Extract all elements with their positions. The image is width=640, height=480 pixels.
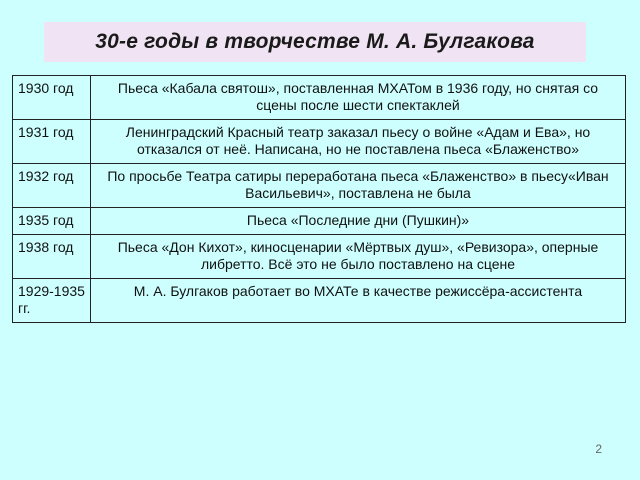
event-cell: По просьбе Театра сатиры переработана пьеса «Блаженство» в пьесу«Иван Васильевич», поставлена не была xyxy=(91,164,626,208)
year-cell: 1931 год xyxy=(13,120,91,164)
event-cell: Пьеса «Кабала святош», поставленная МХАТом в 1936 году, но снятая со сцены после шести спектаклей xyxy=(117,80,599,113)
table-row xyxy=(13,235,626,279)
slide-title: 30-е годы в творчестве М. А. Булгакова xyxy=(95,30,535,53)
event-cell: Пьеса «Дон Кихот», киносценарии «Мёртвых душ», «Ревизора», оперные либретто. Всё это не было поставлено на сцене xyxy=(91,235,626,279)
table-row xyxy=(13,279,626,323)
year-cell: 1938 год xyxy=(13,235,91,279)
year-cell: 1930 год xyxy=(13,76,91,120)
table-row xyxy=(13,76,626,120)
table-row xyxy=(13,208,626,235)
event-cell: Пьеса «Последние дни (Пушкин)» xyxy=(91,208,626,235)
table-row xyxy=(13,120,626,164)
event-cell: Ленинградский Красный театр заказал пьесу о войне «Адам и Ева», но отказался от неё. Написана, но не поставлена пьеса «Блаженство» xyxy=(91,120,626,164)
title-box xyxy=(44,22,586,62)
page-number: 2 xyxy=(595,442,602,456)
year-cell: 1932 год xyxy=(13,164,91,208)
event-cell: М. А. Булгаков работает во МХАТе в качестве режиссёра-ассистента xyxy=(91,279,626,323)
timeline-table xyxy=(12,75,626,323)
table-row xyxy=(13,164,626,208)
year-cell: 1935 год xyxy=(13,208,91,235)
year-cell: 1929-1935 гг. xyxy=(13,279,91,323)
